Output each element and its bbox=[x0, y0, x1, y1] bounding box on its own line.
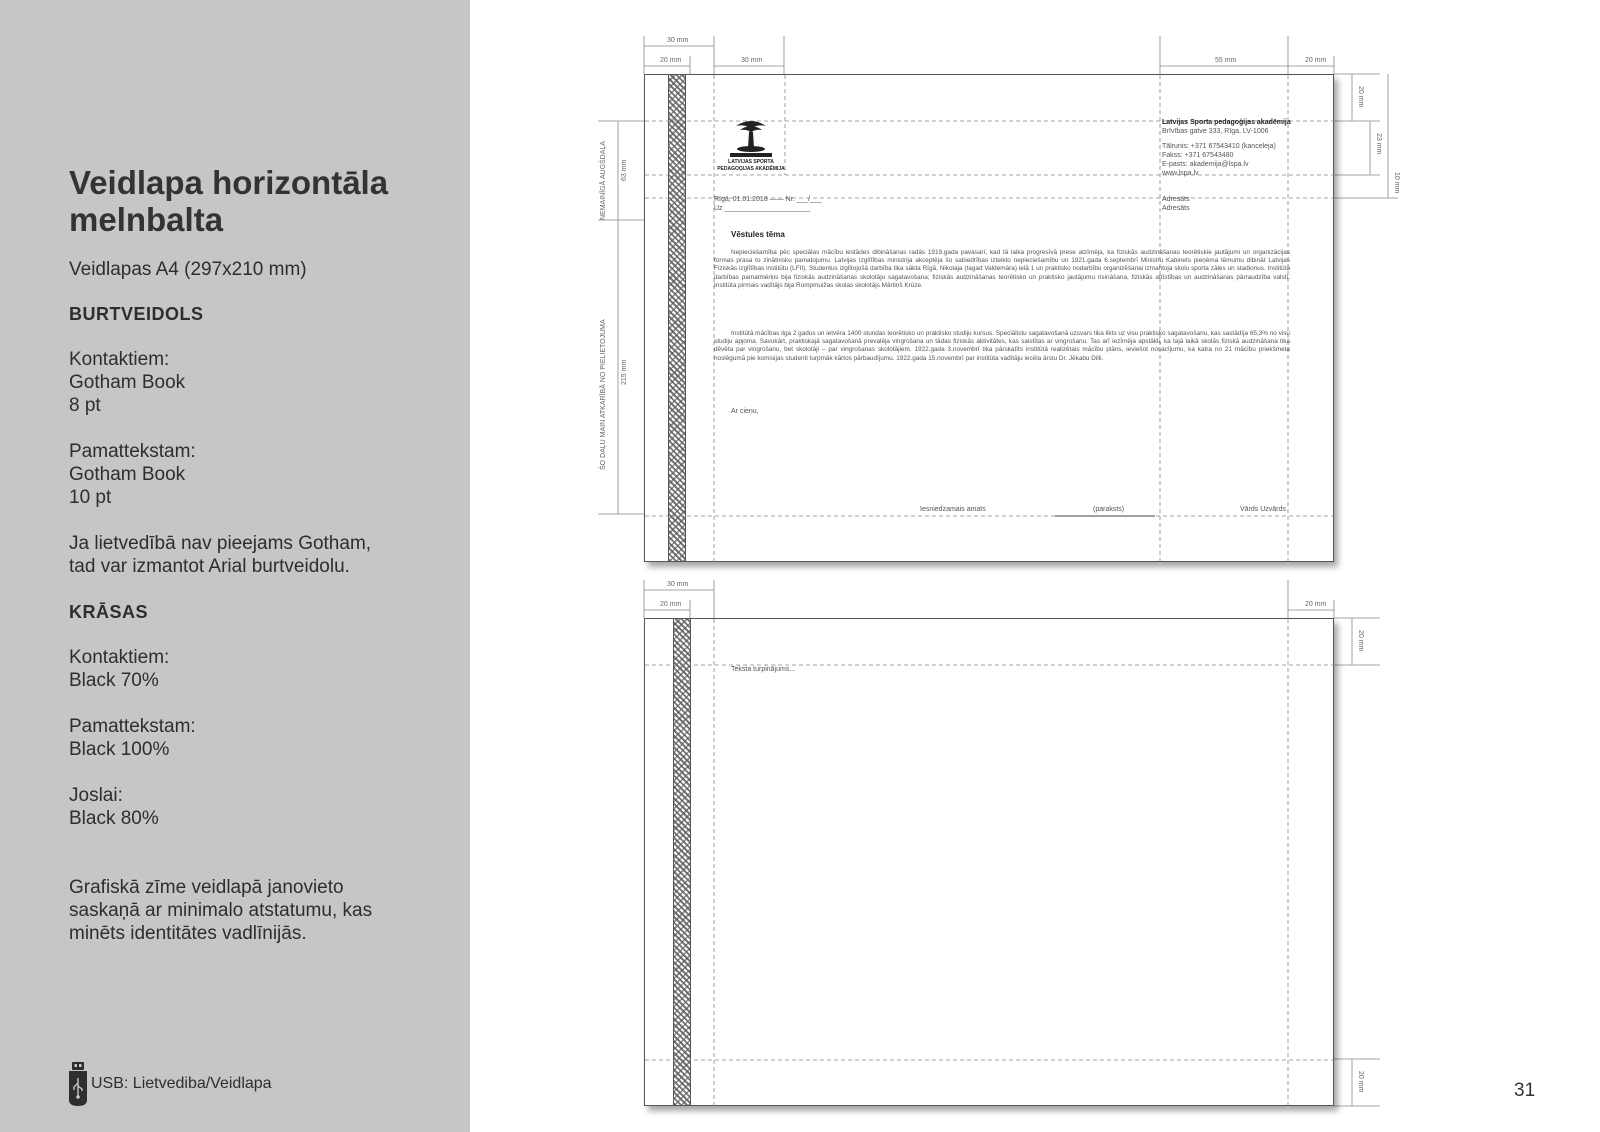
contacts-font-size: 8 pt bbox=[69, 395, 101, 416]
date-number-line: Rīgā, 01.01.2018 —— Nr. ___/___ bbox=[714, 196, 822, 203]
dim-30mm-top: 30 mm bbox=[667, 37, 689, 44]
fallback-line-2: tad var izmantot Arial burtveidolu. bbox=[69, 556, 350, 577]
letter-subject: Vēstules tēma bbox=[731, 230, 785, 239]
body-color-label: Pamattekstam: bbox=[69, 716, 196, 737]
dim-55mm: 55 mm bbox=[1215, 57, 1237, 64]
dim-20mm-vertical: 20 mm bbox=[1357, 86, 1364, 108]
contacts-color-value: Black 70% bbox=[69, 670, 159, 691]
dim-215mm-vertical: 215 mm bbox=[621, 359, 628, 385]
dim-23mm-vertical: 23 mm bbox=[1375, 133, 1382, 155]
body-font-name: Gotham Book bbox=[69, 464, 186, 485]
addressee-line-2: Adresāts bbox=[1162, 205, 1190, 212]
sheet2-inner-guides bbox=[645, 619, 1335, 1107]
dim-30mm-top-2: 30 mm bbox=[667, 581, 689, 588]
fixed-header-label: NEMAINĪGĀ AUGŠDAĻA bbox=[600, 141, 607, 220]
contacts-font-label: Kontaktiem: bbox=[69, 349, 170, 370]
dim-20mm-left: 20 mm bbox=[660, 57, 682, 64]
dim-20mm-right-2: 20 mm bbox=[1305, 601, 1327, 608]
academy-logo bbox=[714, 118, 788, 176]
contact-address: Brīvības gatve 333, Rīga, LV-1006 bbox=[1162, 128, 1269, 135]
dim-10mm-vertical: 10 mm bbox=[1393, 172, 1400, 194]
letter-closing: Ar cieņu, bbox=[731, 408, 759, 415]
stripe-color-value: Black 80% bbox=[69, 808, 159, 829]
fallback-line-1: Ja lietvedībā nav pieejams Gotham, bbox=[69, 533, 372, 554]
contact-web: www.lspa.lv bbox=[1162, 170, 1199, 177]
page-subtitle: Veidlapas A4 (297x210 mm) bbox=[69, 259, 307, 280]
dim-20mm-left-2: 20 mm bbox=[660, 601, 682, 608]
addressee-line-1: Adresāts bbox=[1162, 196, 1190, 203]
contact-email: E-pasts: akademija@lspa.lv bbox=[1162, 161, 1249, 168]
signature-position: Iesniedzamais amats bbox=[920, 506, 986, 513]
stripe-color-label: Joslai: bbox=[69, 785, 123, 806]
body-font-label: Pamattekstam: bbox=[69, 441, 196, 462]
signature-name: Vārds Uzvārds bbox=[1240, 506, 1286, 513]
body-color-value: Black 100% bbox=[69, 739, 170, 760]
colors-heading: KRĀSAS bbox=[69, 602, 149, 622]
contact-fax: Fakss: +371 67543480 bbox=[1162, 152, 1234, 159]
contacts-font-name: Gotham Book bbox=[69, 372, 186, 393]
dim-63mm-vertical: 63 mm bbox=[621, 159, 628, 181]
body-font-size: 10 pt bbox=[69, 487, 112, 508]
svg-text:LATVIJAS SPORTA: LATVIJAS SPORTA bbox=[728, 159, 774, 165]
usb-path-label: USB: Lietvediba/Veidlapa bbox=[91, 1075, 272, 1092]
letter-paragraph-1: Nepieciešamība pēc speciālas mācību iestādes dibināšanas radās 1919.gada pavasarī, kad tā laika progresīvā prese atzīmēja, ka fiziskās audzināšanas teorētiskie jautājumi un organizācijas formas prasa to zinātnisku pamatojumu. Latvijas Izglītības ministrija akceptēja šo sabiedrības izteikto nepieciešamību un 1921.gada 6.septembrī Ministru Kabinets pieņēma lēmumu dibināt Latvijas Fiziskās izglītības institūtu (LFII). Studentus izglītojošā darbība tika sākta Rīgā, Nikolaja (tagad Valdemāra) ielā 1 un praktisko nodarbību organizēšanai izmantoja skolu sporta zāles un stadionus. Institūta darbības pamatmērķis bija fiziskās audzināšanas skolotāju sagatavošana; fiziskās audzināšanas teorētisko un praktisko jautājumu risināšana, fiziskās attīstības un audzināšanas pārraudzība valstī. Institūta pirmais vadītājs bija Rumpmuižas skolas skolotājs Mārtiņš Krūze. bbox=[714, 249, 1290, 289]
dim-30mm-mid: 30 mm bbox=[741, 57, 763, 64]
fonts-heading: BURTVEIDOLS bbox=[69, 304, 204, 324]
contacts-color-label: Kontaktiem: bbox=[69, 647, 170, 668]
page-number: 31 bbox=[1514, 1080, 1536, 1101]
dim-20mm-vertical-top-2: 20 mm bbox=[1357, 630, 1364, 652]
note-line-3: minēts identitātes vadlīnijās. bbox=[69, 923, 307, 944]
letter-paragraph-2: Institūtā mācības ilga 2 gadus un ietvēra 1400 stundas teorētisko un praktisko studiju kursus. Speciālistu sagatavošanā uzsvars tika likts uz visu praktisko sagatavošanu, kas sastādīja 65,3% no visu studiju apjoma. Savukārt, praktiskajā sagatavošanā prevalēja vingrošana un tādas fiziskās aktivitātes, kas saistītas ar vingrošanu. Tas arī iezīmēja apstākli, ka tajā laikā skolās fiziskā audzināšana tika dēvēta par vingrošanu, bet skolotāji – par vingrošanas skolotājiem. 1922.gada 3.novembrī tika pārskatīts institūtā realizētais mācību plāns, ieviešot nosacījumu, ka katra no 21 mācību priekšmeta noslēgumā pie komisijas studenti turpmāk kārtos pārbaudījumu. 1922.gada 15.novembrī par institūta vadītāju iecēla ārstu Dr. Jēkabu Dilli. bbox=[714, 330, 1290, 362]
signature-field: (paraksts) bbox=[1093, 506, 1125, 513]
reference-line: Uz ______________________ bbox=[714, 205, 811, 212]
svg-text:PEDAGOĢIJAS AKADĒMIJA: PEDAGOĢIJAS AKADĒMIJA bbox=[717, 166, 785, 172]
note-line-2: saskaņā ar minimalo atstatumu, kas bbox=[69, 900, 373, 921]
dim-20mm-vertical-bottom-2: 20 mm bbox=[1357, 1071, 1364, 1093]
letterhead-continuation-page bbox=[644, 618, 1334, 1106]
variable-body-label: ŠO DAĻU MAIN ATKARĪBĀ NO PIELIETOJUMA bbox=[600, 319, 607, 470]
note-line-1: Grafiskā zīme veidlapā janovieto bbox=[69, 877, 344, 898]
contact-phone: Tālrunis: +371 67543410 (kanceleja) bbox=[1162, 143, 1276, 150]
dim-20mm-right: 20 mm bbox=[1305, 57, 1327, 64]
contact-org-name: Latvijas Sporta pedagoģijas akadēmija bbox=[1162, 119, 1291, 126]
title-line-2: melnbalta bbox=[69, 201, 224, 238]
title-line-1: Veidlapa horizontāla bbox=[69, 164, 389, 201]
continuation-text: Teksta turpinājums... bbox=[731, 666, 796, 673]
